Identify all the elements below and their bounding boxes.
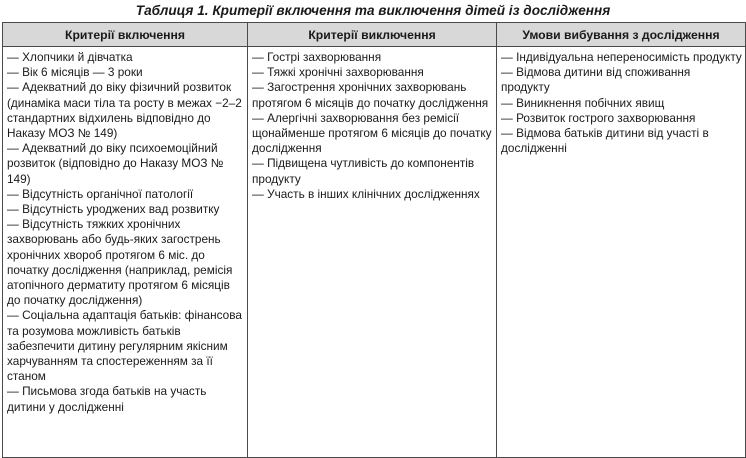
withdrawal-cell (497, 47, 746, 458)
exclusion-item: — Гострі захворювання (252, 50, 382, 64)
withdrawal-item: — Розвиток гострого захворювання (501, 110, 696, 125)
inclusion-cell (3, 47, 248, 458)
inclusion-item: — Письмова згода батьків на участь дитини у дослідженні (7, 384, 207, 414)
table-title: Таблиця 1. Критерії включення та виключення дітей із дослідження (135, 3, 611, 18)
withdrawal-item: — Виникнення побічних явищ (501, 95, 665, 110)
exclusion-item: — Загострення хронічних захворювань протягом 6 місяців до початку дослідження (252, 80, 489, 110)
exclusion-item: — Алергічні захворювання без ремісії щонайменше протягом 6 місяців до початку дослідження (252, 110, 492, 156)
inclusion-item: — Адекватний до віку психоемоційний розвиток (відповідно до Наказу МОЗ № 149) (7, 141, 224, 186)
table-body-row (3, 47, 746, 458)
inclusion-item: — Соціальна адаптація батьків: фінансова та розумова можливість батьків забезпечити дитину регулярним якісним харчуванням та спостереженням за її станом (7, 308, 242, 384)
exclusion-item: — Тяжкі хронічні захворювання (252, 65, 424, 80)
inclusion-item: — Вік 6 місяців — 3 роки (7, 65, 143, 80)
inclusion-item: — Відсутність органічної патології (7, 186, 194, 201)
header-exclusion: Критерії виключення (248, 23, 497, 47)
inclusion-item: — Хлопчики й дівчатка (7, 50, 133, 64)
inclusion-item: — Відсутність тяжких хронічних захворювань або будь-яких загострень хронічних хвороб протягом 6 міс. до початку дослідження (наприклад, ремісія атопічного дерматиту протягом 6 місяців до початку дослідження) (7, 217, 233, 308)
exclusion-cell (248, 47, 497, 458)
withdrawal-item: — Відмова дитини від споживання продукту (501, 65, 691, 95)
exclusion-item: — Участь в інших клінічних дослідженнях (252, 186, 480, 201)
header-withdrawal: Умови вибування з дослідження (497, 23, 746, 47)
criteria-table (2, 22, 746, 458)
header-inclusion: Критерії включення (3, 23, 248, 47)
withdrawal-item: — Індивідуальна непереносимість продукту (501, 50, 742, 64)
inclusion-item: — Адекватний до віку фізичний розвиток (динаміка маси тіла та росту в межах −2–2 стандартних відхилень відповідно до Наказу МОЗ № 149) (7, 80, 242, 141)
withdrawal-item: — Відмова батьків дитини від участі в дослідженні (501, 126, 709, 156)
exclusion-item: — Підвищена чутливість до компонентів продукту (252, 156, 475, 186)
inclusion-item: — Відсутність уроджених вад розвитку (7, 202, 220, 217)
table-header-row (3, 23, 746, 47)
